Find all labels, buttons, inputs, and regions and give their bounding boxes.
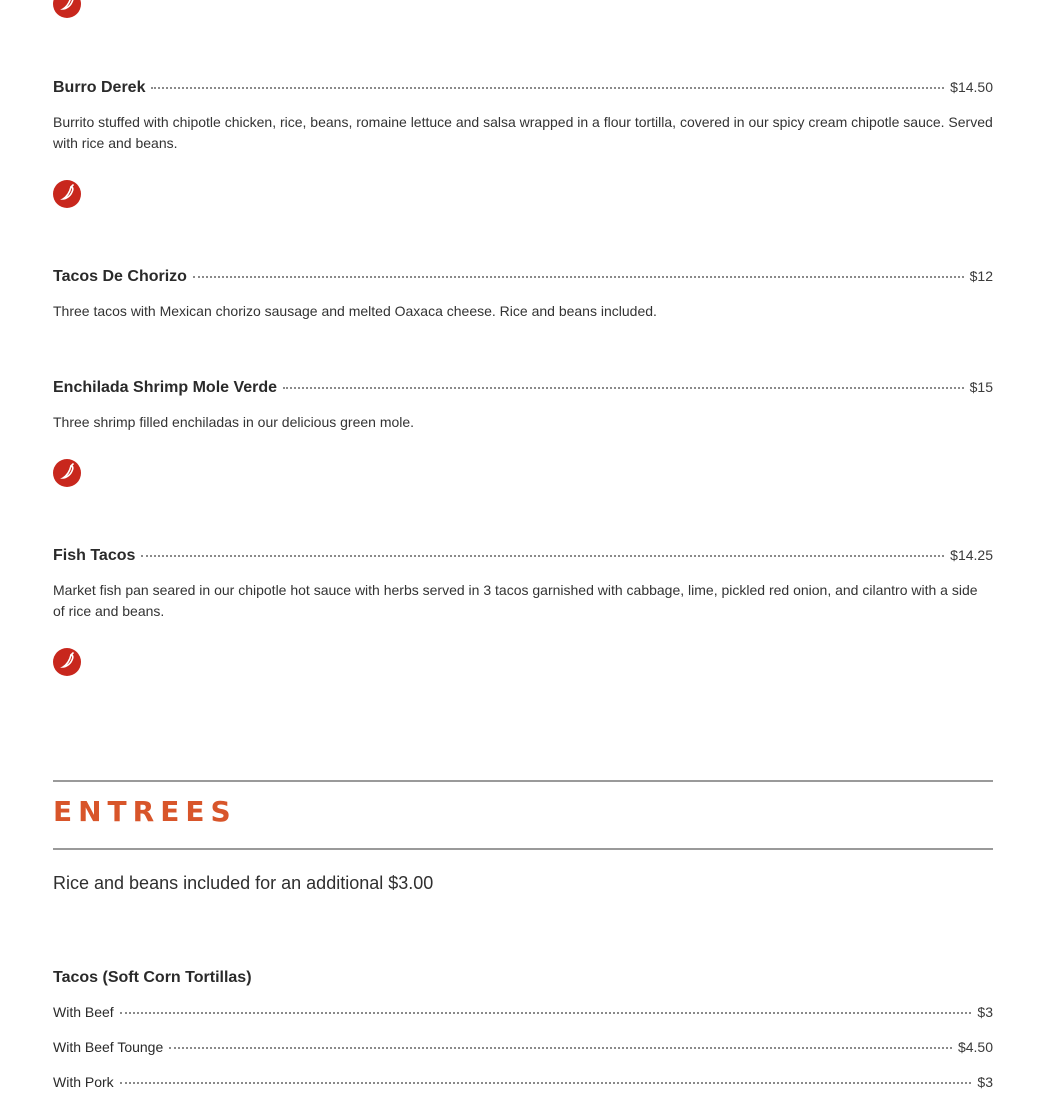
- menu-item-enchilada-shrimp-mole-verde: [53, 379, 993, 397]
- section-divider-top: [53, 780, 993, 782]
- dot-leader: [283, 387, 964, 389]
- section-note: Rice and beans included for an additional $3.00: [53, 873, 434, 893]
- menu-item-description: Three tacos with Mexican chorizo sausage and melted Oaxaca cheese. Rice and beans included.: [53, 303, 657, 319]
- menu-item-price: $14.50: [950, 79, 993, 95]
- menu-option-name: With Beef: [53, 1004, 114, 1020]
- menu-item-tacos-de-chorizo: [53, 268, 993, 286]
- menu-item-name: Enchilada Shrimp Mole Verde: [53, 379, 278, 396]
- menu-option-row: [53, 1039, 993, 1055]
- dot-leader: [141, 555, 944, 557]
- menu-item-description: Burrito stuffed with chipotle chicken, rice, beans, romaine lettuce and salsa wrapped in a flour tortilla, covered in our spicy cream chipotle sauce. Served with rice and beans.: [53, 114, 993, 151]
- dot-leader: [120, 1082, 972, 1084]
- menu-option-row: [53, 1074, 993, 1090]
- menu-item-description: Three shrimp filled enchiladas in our delicious green mole.: [53, 414, 415, 430]
- chili-pepper-icon: [53, 648, 81, 676]
- menu-item-price: $15: [969, 379, 993, 395]
- menu-option-price: $3: [977, 1074, 993, 1090]
- menu-item-description: Market fish pan seared in our chipotle hot sauce with herbs served in 3 tacos garnished with cabbage, lime, pickled red onion, and cilantro with a side of rice and beans.: [53, 582, 978, 619]
- menu-option-price: $4.50: [957, 1039, 993, 1055]
- dot-leader: [120, 1012, 972, 1014]
- menu-option-price: $3: [977, 1004, 993, 1020]
- chili-pepper-icon: [53, 459, 81, 487]
- menu-option-row: [53, 1004, 993, 1020]
- menu-item-name: Tacos De Chorizo: [53, 268, 187, 285]
- menu-option-name: With Pork: [53, 1074, 114, 1090]
- chili-pepper-icon: [53, 180, 81, 208]
- chili-pepper-icon: [53, 0, 81, 18]
- menu-item-name: Burro Derek: [53, 79, 146, 96]
- menu-item-price: $12: [969, 268, 993, 284]
- menu-item-burro-derek: [53, 79, 993, 97]
- section-title-entrees: ENTREES: [53, 795, 237, 828]
- dot-leader: [193, 276, 964, 278]
- menu-item-price: $14.25: [950, 547, 993, 563]
- dot-leader: [169, 1047, 952, 1049]
- dot-leader: [151, 87, 944, 89]
- menu-group-title: Tacos (Soft Corn Tortillas): [53, 969, 252, 986]
- menu-item-fish-tacos: [53, 547, 993, 565]
- menu-option-name: With Beef Tounge: [53, 1039, 164, 1055]
- menu-item-name: Fish Tacos: [53, 547, 136, 564]
- section-divider-bottom: [53, 848, 993, 850]
